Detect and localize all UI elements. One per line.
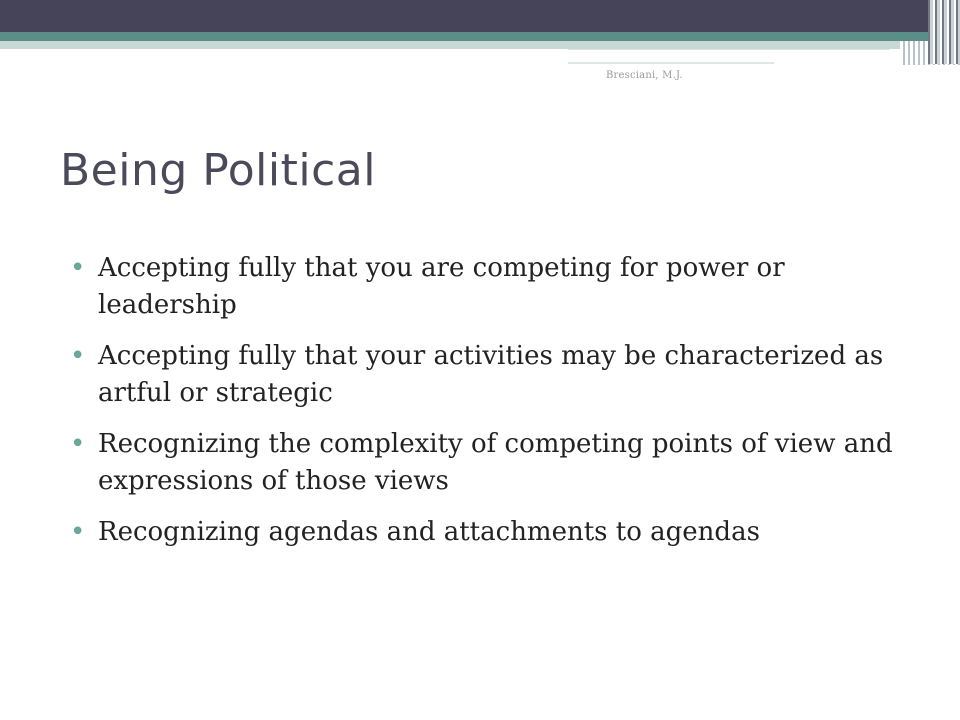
header-banner-dark [0,0,960,32]
bullet-item [62,514,912,551]
header-grey-line [568,62,774,64]
header-white-line [568,49,890,54]
header-banner-light [0,41,960,49]
bullet-item [62,250,912,324]
bullet-text: Recognizing agendas and attachments to agendas [98,517,760,547]
bullet-dot-icon: • [70,341,86,371]
bullet-list [62,250,912,565]
bullet-text: Recognizing the complexity of competing points of view and expressions of those views [98,429,893,496]
bullet-text: Accepting fully that you are competing for power or leadership [98,253,785,320]
bullet-item [62,338,912,412]
bullet-dot-icon: • [70,517,86,547]
bullet-item [62,426,912,500]
author-footer: Bresciani, M.J. [606,70,683,81]
header-stripes [928,0,960,64]
bullet-dot-icon: • [70,429,86,459]
header-banner-teal [0,32,960,41]
bullet-text: Accepting fully that your activities may be characterized as artful or strategic [98,341,884,408]
slide-title: Being Political [60,145,376,196]
bullet-dot-icon: • [70,253,86,283]
